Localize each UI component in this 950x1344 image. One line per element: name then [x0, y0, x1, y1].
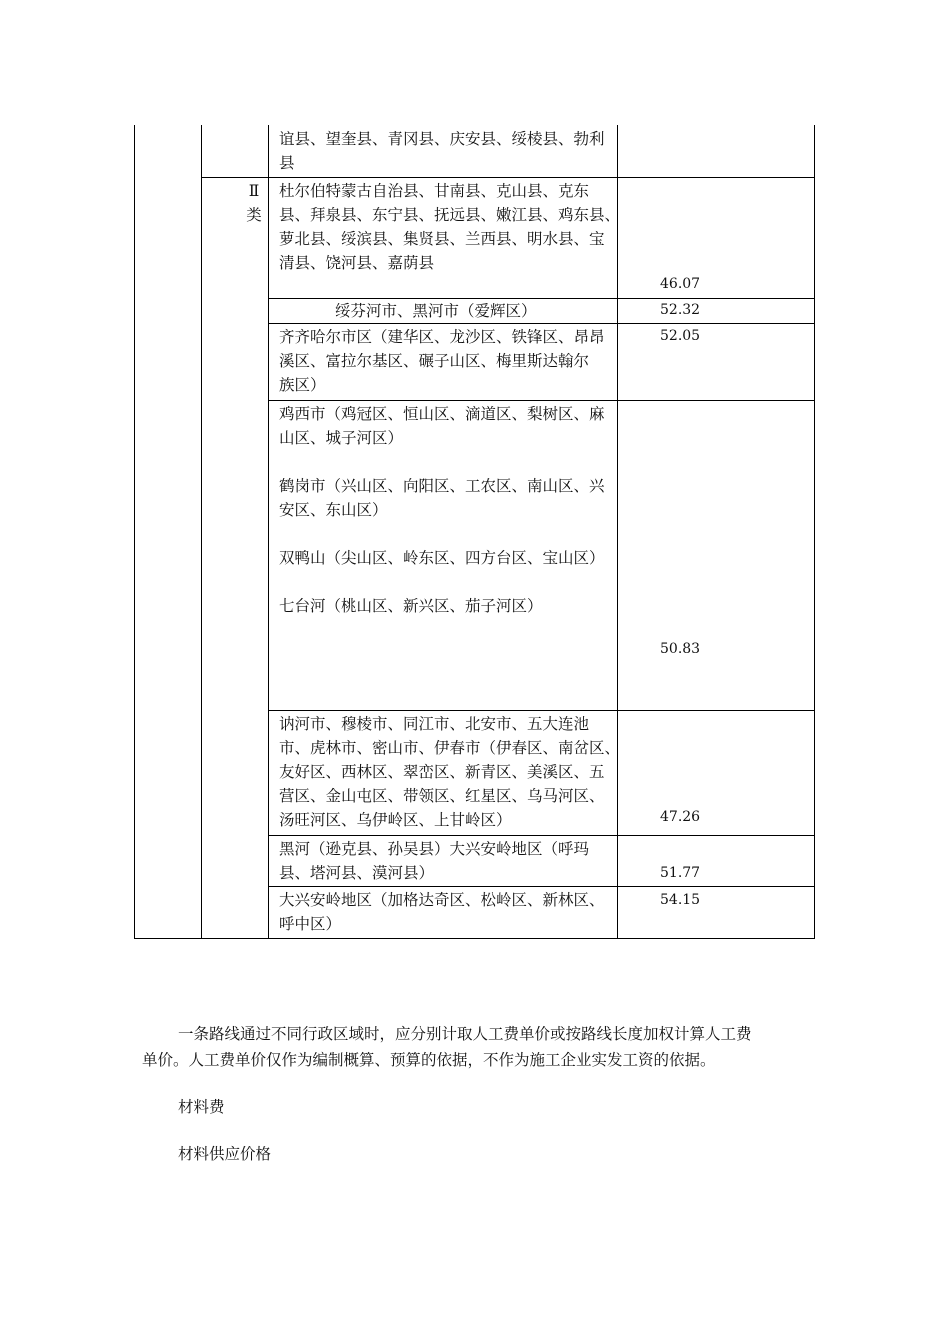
- table-row-divider: [201, 177, 815, 178]
- area-line: 杜尔伯特蒙古自治县、甘南县、克山县、克东: [279, 182, 590, 200]
- table-border-bottom: [134, 938, 815, 939]
- area-line: 呼中区）: [279, 915, 342, 933]
- area-line: 大兴安岭地区（加格达奇区、松岭区、新林区、: [279, 891, 605, 909]
- table-col-divider-1: [201, 125, 202, 939]
- paragraph-line: 单价。人工费单价仅作为编制概算、预算的依据，不作为施工企业实发工资的依据。: [142, 1051, 716, 1069]
- table-row: [279, 325, 605, 397]
- table-row: [279, 402, 605, 618]
- table-row-divider: [268, 835, 815, 836]
- area-line: 族区）: [279, 376, 326, 394]
- area-line: 安区、东山区）: [279, 501, 388, 519]
- table-row-divider: [268, 886, 815, 887]
- category-label: [244, 179, 264, 227]
- section-heading: 材料供应价格: [178, 1145, 272, 1163]
- table-border-right: [814, 125, 815, 939]
- area-line: 鹤岗市（兴山区、向阳区、工农区、南山区、兴: [279, 477, 605, 495]
- area-line: 谊县、望奎县、青冈县、庆安县、绥棱县、勃利: [279, 130, 605, 148]
- price-value: 52.05: [660, 328, 701, 344]
- table-row-divider: [268, 400, 815, 401]
- section-heading: 材料费: [178, 1098, 225, 1116]
- table-row: [279, 712, 620, 832]
- table-row: [279, 837, 589, 885]
- body-paragraph: [142, 1021, 822, 1073]
- area-line: 汤旺河区、乌伊岭区、上甘岭区）: [279, 811, 512, 829]
- price-value: 52.32: [660, 302, 701, 318]
- table-col-divider-2: [268, 125, 269, 939]
- area-line: 双鸭山（尖山区、岭东区、四方台区、宝山区）: [279, 549, 605, 567]
- price-value: 47.26: [660, 809, 701, 825]
- table-row: [279, 888, 605, 936]
- area-line: 山区、城子河区）: [279, 429, 404, 447]
- area-line: 溪区、富拉尔基区、碾子山区、梅里斯达翰尔: [279, 352, 590, 370]
- area-line: 鸡西市（鸡冠区、恒山区、滴道区、梨树区、麻: [279, 405, 605, 423]
- area-line: 县: [279, 154, 295, 172]
- table-row-divider: [268, 323, 815, 324]
- price-value: 51.77: [660, 865, 701, 881]
- category-char: 类: [246, 206, 262, 224]
- table-row: [279, 179, 620, 275]
- area-line: 讷河市、穆棱市、同江市、北安市、五大连池: [279, 715, 590, 733]
- paragraph-line: 一条路线通过不同行政区域时，应分别计取人工费单价或按路线长度加权计算人工费: [178, 1025, 752, 1043]
- area-line: 营区、金山屯区、带领区、红星区、乌马河区、: [279, 787, 605, 805]
- area-line: 友好区、西林区、翠峦区、新青区、美溪区、五: [279, 763, 605, 781]
- area-line: 县、塔河县、漠河县）: [279, 864, 435, 882]
- table-row: [279, 127, 605, 175]
- category-roman: Ⅱ: [248, 182, 260, 200]
- area-line: 清县、饶河县、嘉荫县: [279, 254, 435, 272]
- area-line: 萝北县、绥滨县、集贤县、兰西县、明水县、宝: [279, 230, 605, 248]
- table-row-divider: [268, 710, 815, 711]
- area-line: 绥芬河市、黑河市（爱辉区）: [335, 302, 537, 320]
- area-line: 齐齐哈尔市区（建华区、龙沙区、铁锋区、昂昂: [279, 328, 605, 346]
- area-line: 七台河（桃山区、新兴区、茄子河区）: [279, 597, 543, 615]
- area-line: 市、虎林市、密山市、伊春市（伊春区、南岔区、: [279, 739, 621, 757]
- price-value: 46.07: [660, 276, 701, 292]
- area-line: 县、拜泉县、东宁县、抚远县、嫩江县、鸡东县、: [279, 206, 621, 224]
- table-border-left: [134, 125, 135, 939]
- price-value: 50.83: [660, 641, 701, 657]
- table-row: [335, 299, 537, 323]
- price-value: 54.15: [660, 892, 701, 908]
- area-line: 黑河（逊克县、孙吴县）大兴安岭地区（呼玛: [279, 840, 590, 858]
